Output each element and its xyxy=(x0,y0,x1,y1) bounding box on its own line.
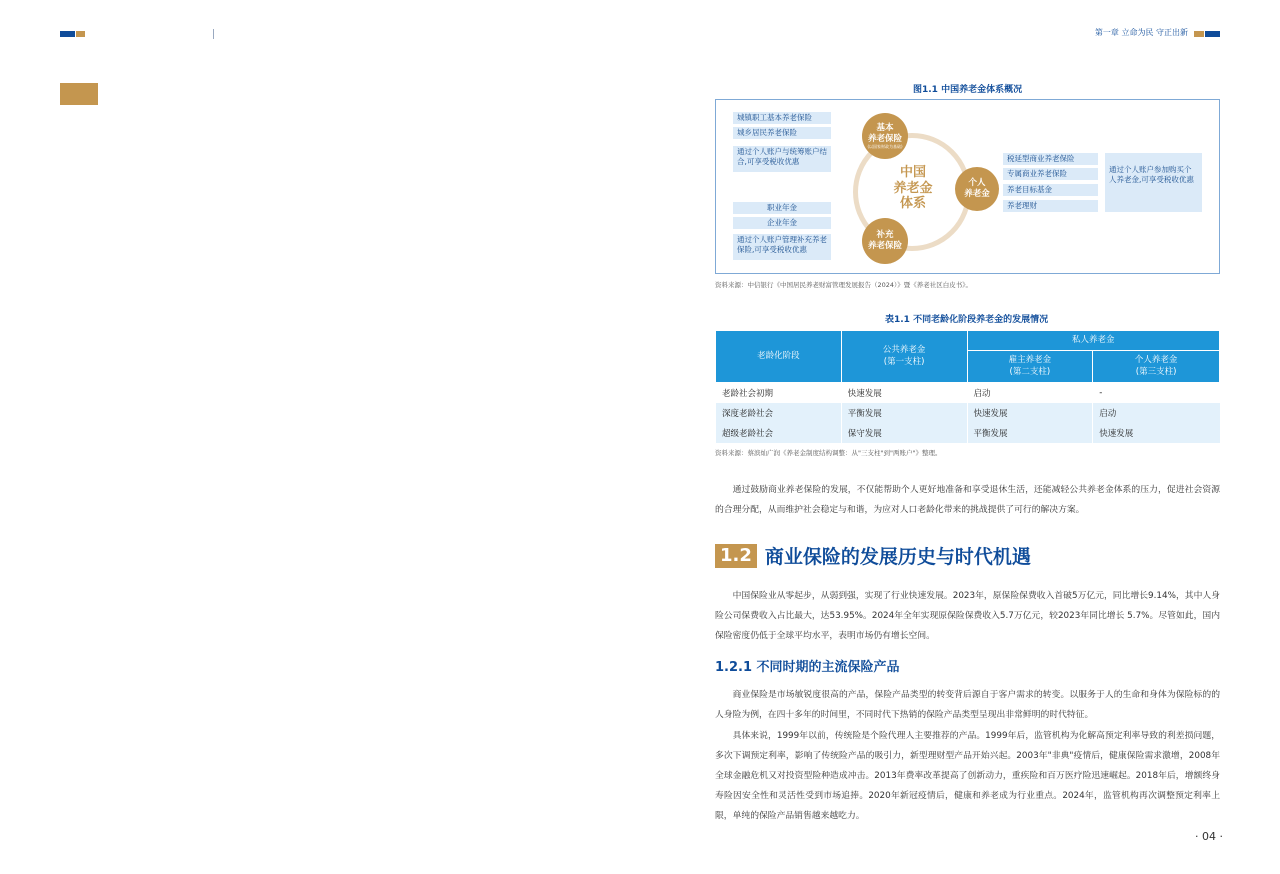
table-cell: 深度老龄社会 xyxy=(716,403,842,423)
table-cell: 平衡发展 xyxy=(841,403,967,423)
page-number: · 04 · xyxy=(1195,830,1223,843)
pension-system-center: 中国 养老金 体系 xyxy=(893,165,933,212)
subsection-title: 1.2.1 不同时期的主流保险产品 xyxy=(715,660,900,675)
table-cell: 快速发展 xyxy=(967,403,1093,423)
body-paragraph-3: 商业保险是市场敏锐度很高的产品，保险产品类型的转变背后源自于客户需求的转变。以服务于人的生命和身体为保险标的的人身险为例，在四十多年的时间里，不同时代下热销的保险产品类型呈现出非常鲜明的时代特征。 xyxy=(715,690,1220,720)
node-supplementary-pension: 补充 养老保险 xyxy=(862,218,908,264)
table-cell: 启动 xyxy=(1093,403,1220,423)
label-exclusive-commercial-pension: 专属商业养老保险 xyxy=(1003,168,1098,180)
label-occupational-annuity: 职业年金 xyxy=(733,202,831,214)
table-cell: 老龄社会初期 xyxy=(716,383,842,403)
body-paragraph-2: 中国保险业从零起步，从弱到强，实现了行业快速发展。2023年，原保险保费收入首破5万亿元，同比增长9.14%，其中人身险公司保费收入占比最大，达53.95%。2024年全年实现原保险保费收入5.7万亿元，较2023年同比增长 5.7%。尽管如此，国内保险密度仍低于全球平均水平，表明市场仍有增长空间。 xyxy=(715,591,1220,641)
chapter-title: 第一章 立命为民 守正出新 xyxy=(1094,28,1188,37)
table-cell: - xyxy=(1093,383,1220,403)
header-mark-blue-right xyxy=(1205,31,1220,37)
body-paragraph-1: 通过鼓励商业养老保险的发展，不仅能帮助个人更好地准备和享受退休生活，还能减轻公共养老金体系的压力，促进社会资源的合理分配，从而维护社会稳定与和谐，为应对人口老龄化带来的挑战提供了可行的解决方案。 xyxy=(715,485,1220,515)
header-mark-blue-left xyxy=(60,31,75,37)
decorative-gold-block xyxy=(60,83,98,105)
header-stage: 老龄化阶段 xyxy=(716,331,842,383)
label-personal-note: 通过个人账户参加购买个人养老金,可享受税收优惠 xyxy=(1105,153,1202,212)
header-private-pension: 私人养老金 xyxy=(967,331,1220,351)
table-row xyxy=(716,383,1220,403)
label-target-fund: 养老目标基金 xyxy=(1003,184,1098,196)
header-public-pension: 公共养老金 (第一支柱) xyxy=(841,331,967,383)
section-heading xyxy=(715,542,1031,569)
label-urban-rural-pension: 城乡居民养老保险 xyxy=(733,127,831,139)
section-title: 商业保险的发展历史与时代机遇 xyxy=(764,546,1031,568)
header-individual-pension: 个人养老金 (第三支柱) xyxy=(1093,351,1220,383)
label-basic-note: 通过个人账户与统筹账户结合,可享受税收优惠 xyxy=(733,146,831,172)
label-pension-wealth: 养老理财 xyxy=(1003,200,1098,212)
label-urban-employee-pension: 城镇职工基本养老保险 xyxy=(733,112,831,124)
table-cell: 超级老龄社会 xyxy=(716,423,842,443)
table-cell: 启动 xyxy=(967,383,1093,403)
figure-caption: 图1.1 中国养老金体系概况 xyxy=(913,85,1023,95)
header-mark-gold-right xyxy=(1194,31,1204,37)
header-divider xyxy=(213,29,214,39)
table-cell: 平衡发展 xyxy=(967,423,1093,443)
figure-source: 资料来源：中信银行《中国居民养老财富管理发展报告（2024）》暨《养老社区白皮书》。 xyxy=(715,281,973,289)
label-tax-deferred-insurance: 税延型商业养老保险 xyxy=(1003,153,1098,165)
node-basic-pension: 基本 养老保险 (以国家财政为基础) xyxy=(862,113,908,159)
table-cell: 快速发展 xyxy=(841,383,967,403)
header-employer-pension: 雇主养老金 (第二支柱) xyxy=(967,351,1093,383)
table-row xyxy=(716,423,1220,443)
label-supplement-note: 通过个人账户管理补充养老保险,可享受税收优惠 xyxy=(733,234,831,260)
table-row xyxy=(716,403,1220,423)
table-caption: 表1.1 不同老龄化阶段养老金的发展情况 xyxy=(885,315,1049,325)
pension-stage-table xyxy=(715,330,1220,443)
label-enterprise-annuity: 企业年金 xyxy=(733,217,831,229)
table-source: 资料来源：蔡滨灿广润《养老金制度结构调整：从"三支柱"到"两账户"》整理。 xyxy=(715,449,942,457)
section-number: 1.2 xyxy=(715,544,757,568)
table-cell: 快速发展 xyxy=(1093,423,1220,443)
header-mark-gold-left xyxy=(76,31,85,37)
table-cell: 保守发展 xyxy=(841,423,967,443)
node-personal-pension: 个人 养老金 xyxy=(955,167,999,211)
body-paragraph-4: 具体来说，1999年以前，传统险是个险代理人主要推荐的产品。1999年后，监管机构为化解高预定利率导致的利差损问题，多次下调预定利率，影响了传统险产品的吸引力，新型理财型产品开始兴起。2003年"非典"疫情后，健康保险需求激增，2008年全球金融危机又对投资型险种造成冲击。2013年费率改革提高了创新动力，重疾险和百万医疗险迅速崛起。2018年后，增额终身寿险因安全性和灵活性受到市场追捧。2020年新冠疫情后，健康和养老成为行业重点。2024年，监管机构再次调整预定利率上限，单纯的保险产品销售越来越吃力。 xyxy=(715,731,1220,821)
